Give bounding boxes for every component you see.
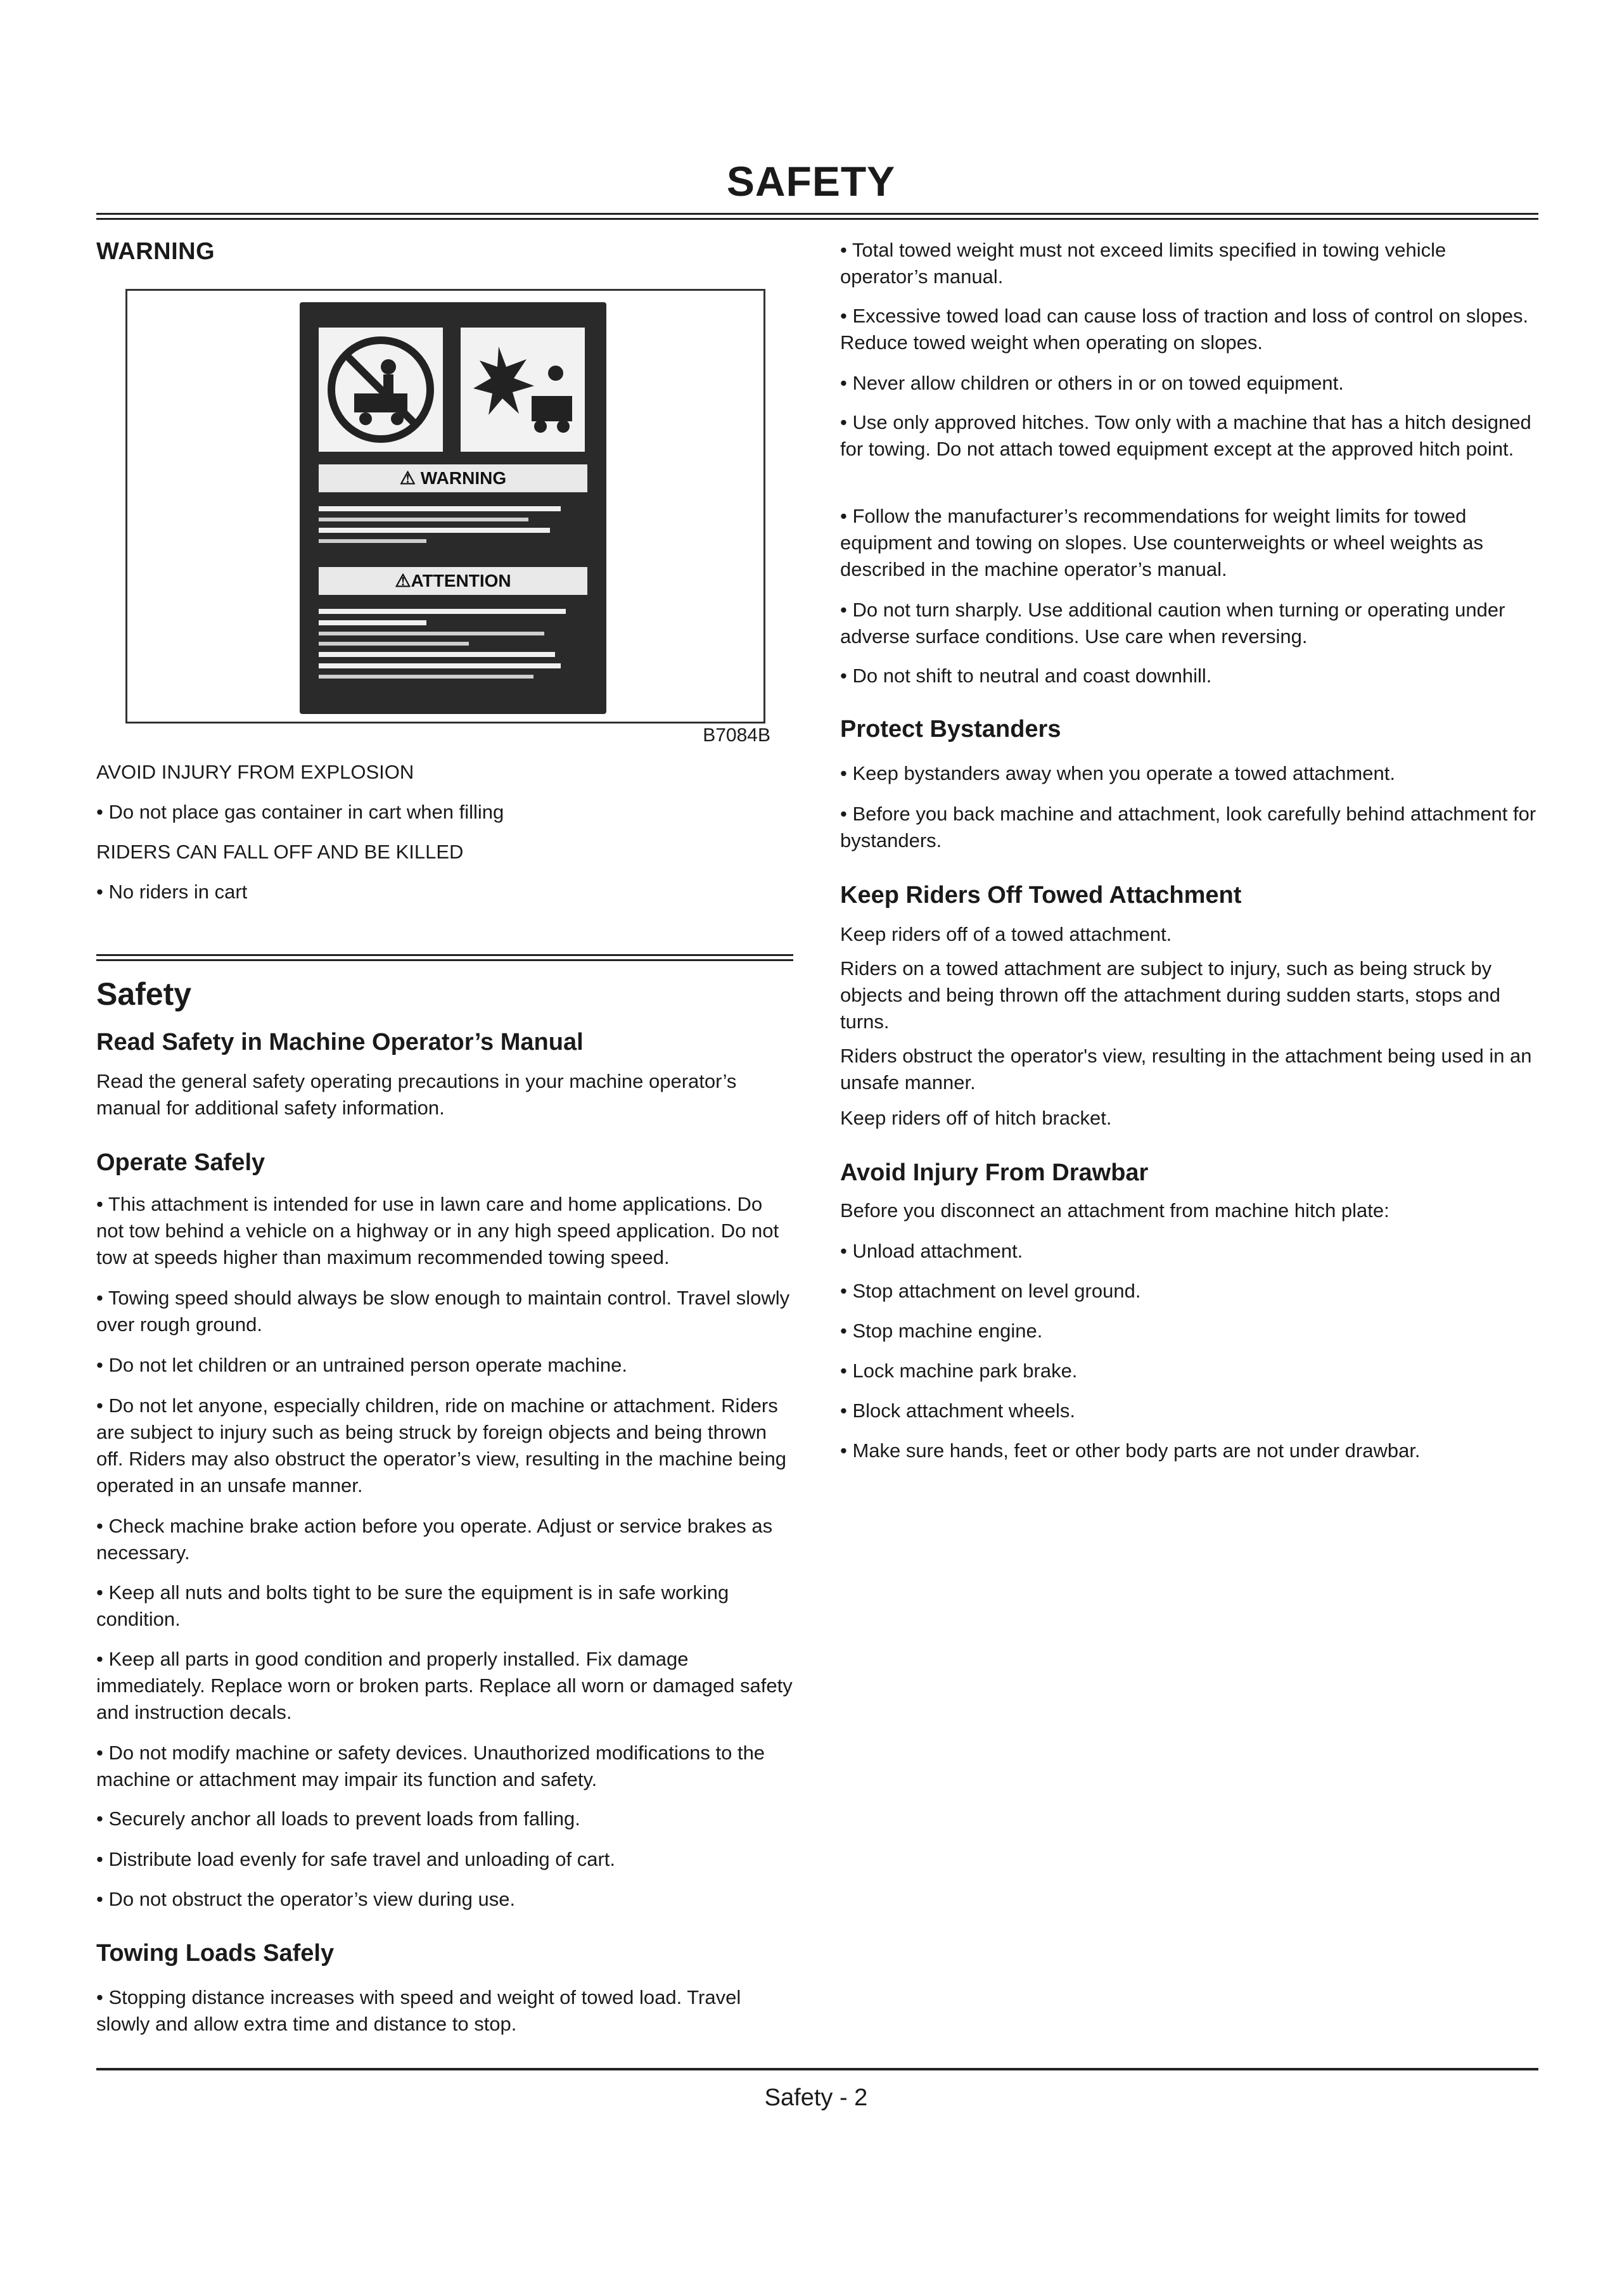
explosion-pictogram-icon (461, 328, 585, 452)
list-item: • Use only approved hitches. Tow only with a machine that has a hitch designed for towing. Do not attach towed equipment except at the approved hitch point. (840, 411, 1531, 460)
list-item: • Block attachment wheels. (840, 1400, 1075, 1422)
no-riders-pictogram-icon (319, 328, 443, 452)
warning-line: • Do not place gas container in cart when filling (96, 801, 504, 823)
list-item: • Stop attachment on level ground. (840, 1280, 1141, 1302)
list-item: • Do not obstruct the operator’s view during use. (96, 1888, 516, 1910)
list-item: • Lock machine park brake. (840, 1360, 1078, 1382)
list-item: • Stopping distance increases with speed and weight of towed load. Travel slowly and allow extra time and distance to stop. (96, 1986, 741, 2035)
list-item: • Check machine brake action before you operate. Adjust or service brakes as necessary. (96, 1515, 773, 1564)
decal-attention-text: ATTENTION (411, 571, 511, 590)
header-rule (96, 213, 1538, 220)
read-manual-text: Read the general safety operating precautions in your machine operator’s manual for additional safety information. (96, 1070, 737, 1119)
section-rule (96, 954, 793, 961)
list-item: • Do not turn sharply. Use additional caution when turning or operating under adverse surface conditions. Use care when reversing. (840, 599, 1505, 647)
operate-safely-heading: Operate Safely (96, 1149, 265, 1176)
list-item: • Excessive towed load can cause loss of traction and loss of control on slopes. Reduce towed weight when operating on slopes. (840, 305, 1529, 354)
list-item: • Towing speed should always be slow enough to maintain control. Travel slowly over rough ground. (96, 1287, 790, 1336)
list-item: • Before you back machine and attachment, look carefully behind attachment for bystanders. (840, 803, 1536, 851)
list-item: • Keep bystanders away when you operate a towed attachment. (840, 762, 1395, 784)
list-item: • Do not let children or an untrained person operate machine. (96, 1354, 628, 1376)
warning-line: RIDERS CAN FALL OFF AND BE KILLED (96, 841, 464, 863)
list-item: • Stop machine engine. (840, 1320, 1043, 1342)
list-item: • Do not modify machine or safety devices. Unauthorized modifications to the machine or attachment may impair its function and safety. (96, 1742, 765, 1790)
list-item: • Do not shift to neutral and coast downhill. (840, 665, 1212, 687)
paragraph: Riders obstruct the operator's view, resulting in the attachment being used in an unsafe manner. (840, 1045, 1532, 1094)
read-manual-heading: Read Safety in Machine Operator’s Manual (96, 1029, 584, 1056)
page-title: SAFETY (726, 158, 896, 205)
list-item: • Distribute load evenly for safe travel and unloading of cart. (96, 1848, 616, 1870)
towing-loads-heading: Towing Loads Safely (96, 1940, 335, 1967)
alert-triangle-icon: ⚠ (395, 571, 411, 590)
list-item: • Never allow children or others in or on towed equipment. (840, 372, 1344, 394)
warning-line: AVOID INJURY FROM EXPLOSION (96, 761, 414, 783)
paragraph: Keep riders off of a towed attachment. (840, 923, 1172, 945)
list-item: • Keep all nuts and bolts tight to be sure the equipment is in safe working condition. (96, 1581, 729, 1630)
decal-french-text (319, 603, 587, 679)
decal-english-text (319, 500, 587, 543)
section-title: Safety (96, 976, 192, 1012)
list-item: • Do not let anyone, especially children, ride on machine or attachment. Riders are subject to injury such as being struck by foreign objects and being thrown off. Riders may also obstruct the operator’s view, resulting in the machine being operated in an unsafe manner. (96, 1394, 787, 1496)
decal-warning-text: WARNING (420, 468, 507, 488)
paragraph: Before you disconnect an attachment from machine hitch plate: (840, 1199, 1389, 1221)
list-item: • Unload attachment. (840, 1240, 1023, 1262)
list-item: • Keep all parts in good condition and properly installed. Fix damage immediately. Replace worn or broken parts. Replace all worn or damaged safety and instruction decals. (96, 1648, 793, 1723)
keep-riders-off-heading: Keep Riders Off Towed Attachment (840, 882, 1242, 909)
warning-line: • No riders in cart (96, 881, 248, 903)
protect-bystanders-heading: Protect Bystanders (840, 716, 1061, 743)
decal-attention-label (319, 567, 587, 595)
alert-triangle-icon: ⚠ (399, 468, 421, 488)
footer-rule (96, 2068, 1538, 2070)
page-number: Safety - 2 (764, 2084, 868, 2111)
warning-decal (300, 302, 606, 714)
list-item: • Follow the manufacturer’s recommendations for weight limits for towed equipment and towing on slopes. Use counterweights or wheel weights as described in the machine operator’s manual. (840, 505, 1483, 580)
paragraph: Riders on a towed attachment are subject to injury, such as being struck by objects and being thrown off the attachment during sudden starts, stops and turns. (840, 957, 1501, 1033)
paragraph: Keep riders off of hitch bracket. (840, 1107, 1112, 1129)
list-item: • Securely anchor all loads to prevent loads from falling. (96, 1808, 580, 1830)
list-item: • Make sure hands, feet or other body parts are not under drawbar. (840, 1439, 1421, 1462)
list-item: • Total towed weight must not exceed limits specified in towing vehicle operator’s manual. (840, 239, 1446, 288)
warning-decal-figure (125, 289, 765, 724)
decal-warning-label (319, 464, 587, 492)
warning-heading: WARNING (96, 238, 215, 265)
avoid-drawbar-heading: Avoid Injury From Drawbar (840, 1159, 1149, 1186)
figure-caption: B7084B (703, 725, 770, 746)
list-item: • This attachment is intended for use in lawn care and home applications. Do not tow behind a vehicle on a highway or in any high speed application. Do not tow at speeds higher than maximum recommended towing speed. (96, 1193, 779, 1268)
